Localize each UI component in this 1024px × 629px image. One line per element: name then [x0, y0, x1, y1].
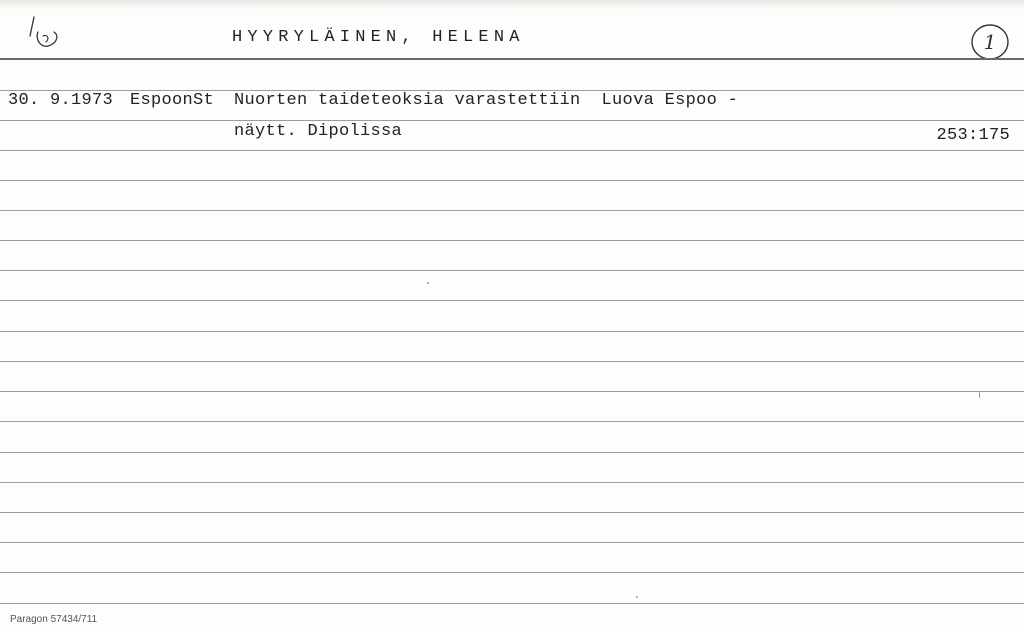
card-edge-shadow [0, 0, 1024, 10]
ruled-line [0, 572, 1024, 573]
ruled-line [0, 331, 1024, 332]
entry-date: 30. 9.1973 [8, 91, 114, 110]
paper-speck [979, 392, 980, 398]
ruled-line [0, 603, 1024, 604]
ruled-line [0, 270, 1024, 271]
ruled-line [0, 421, 1024, 422]
card-number: 1 [983, 30, 997, 54]
ruled-line [0, 300, 1024, 301]
header-rule [0, 58, 1024, 60]
ruled-line [0, 391, 1024, 392]
paper-speck [636, 596, 638, 598]
ruled-line [0, 452, 1024, 453]
ruled-line [0, 542, 1024, 543]
card-number-circle [970, 22, 1010, 62]
ruled-line [0, 210, 1024, 211]
entry-title-line-1: Nuorten taideteoksia varastettiin Luova Espoo - [234, 91, 739, 110]
ruled-line [0, 482, 1024, 483]
handwritten-mark [26, 14, 70, 54]
printer-mark: Paragon 57434/711 [10, 614, 98, 625]
entry-reference: 253:175 [936, 126, 1010, 145]
ruled-line [0, 150, 1024, 151]
entry-title-line-2: näytt. Dipolissa [234, 122, 403, 141]
card-heading-name: HYYRYLÄINEN, HELENA [232, 28, 525, 47]
paper-speck [427, 282, 429, 284]
ruled-line [0, 512, 1024, 513]
ruled-line [0, 120, 1024, 121]
ruled-line [0, 180, 1024, 181]
entry-source: EspoonSt [130, 91, 215, 110]
ruled-line [0, 240, 1024, 241]
ruled-line [0, 361, 1024, 362]
